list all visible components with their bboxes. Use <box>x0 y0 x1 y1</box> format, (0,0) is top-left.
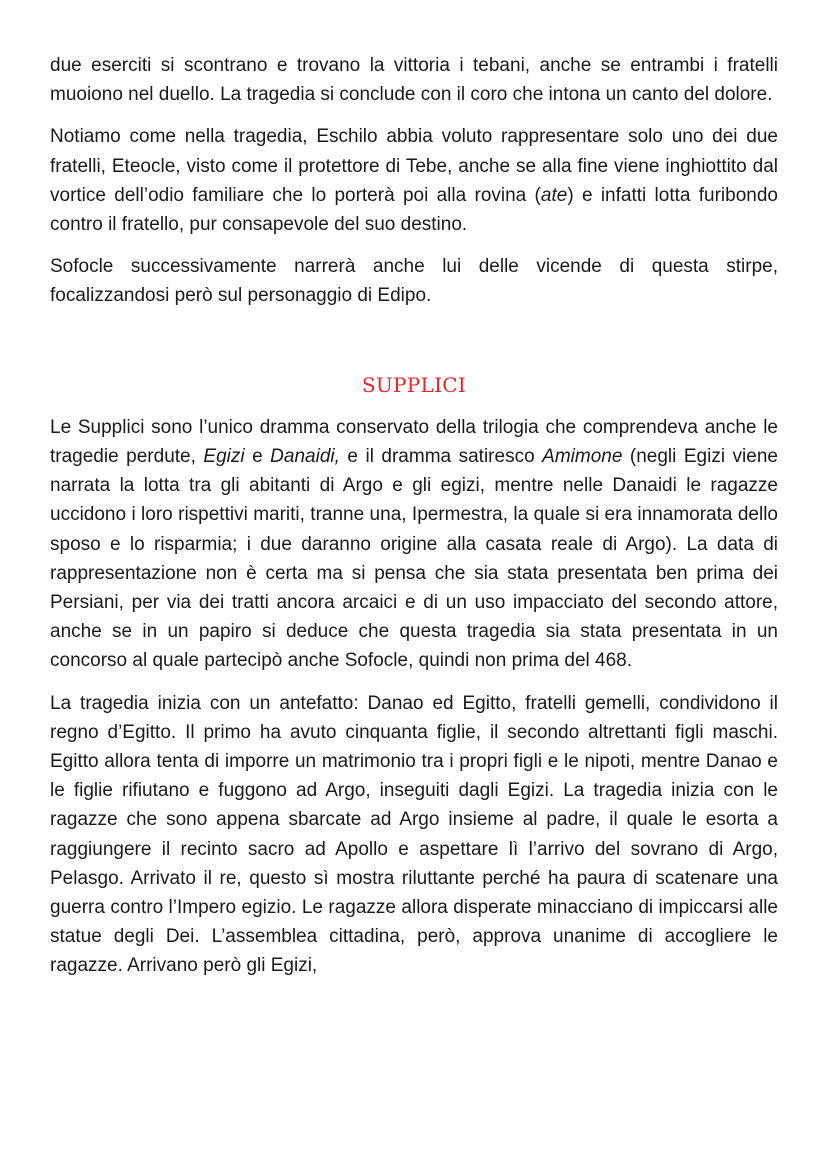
paragraph-sofocle <box>50 252 778 310</box>
paragraph-eteocle <box>50 122 778 239</box>
document-page <box>50 51 778 994</box>
paragraph-text: due eserciti si scontrano e trovano la vittoria i tebani, anche se entrambi i fratelli muoiono nel duello. La tragedia si conclude con il coro che intona un canto del dolore. <box>50 55 778 106</box>
paragraph-text: Notiamo come nella tragedia, Eschilo abbia voluto rappresentare solo uno dei due fratelli, Eteocle, visto come il protettore di Tebe, anche se alla fine viene inghiottito dal vortice dell’odio familiare che lo porterà poi alla rovina ( <box>50 126 778 206</box>
paragraph-text: ) e infatti lotta furibondo contro il fratello, pur consapevole del suo destino. <box>50 184 778 236</box>
section-heading-wrapper <box>50 369 778 401</box>
section-heading-supplici: SUPPLICI <box>361 372 467 397</box>
paragraph-text: La tragedia inizia con un antefatto: Danao ed Egitto, fratelli gemelli, condividono il regno d’Egitto. Il primo ha avuto cinquanta figlie, il secondo altrettanti figli maschi. Egitto allora tenta di imporre un matrimonio tra i propri figli e le nipoti, mentre Danao e le figlie rifiutano e fuggono ad Argo, inseguiti dagli Egizi. La tragedia inizia con le ragazze che sono appena sbarcate ad Argo insieme al padre, il quale le esorta a raggiungere il recinto sacro ad Apollo e aspettare lì l’arrivo del sovrano di Argo, Pelasgo. Arrivato il re, questo sì mostra riluttante perché ha paura di scatenare una guerra contro l’Impero egizio. Le ragazze allora disperate minacciano di impiccarsi alle statue degli Dei. L’assemblea cittadina, però, approva unanime di accogliere le ragazze. Arrivano però gli Egizi, <box>50 692 778 977</box>
paragraph-text: e il dramma satiresco <box>339 446 543 468</box>
paragraph-battle-outcome <box>50 51 778 109</box>
paragraph-text: (negli Egizi viene narrata la lotta tra gli abitanti di Argo e gli egizi, mentre nelle Danaidi le ragazze uccidono i loro rispettivi mariti, tranne una, Ipermestra, la quale si era innamorata dello sposo e lo risparmia; i due daranno origine alla casata reale di Argo). La data di rappresentazione non è certa ma si pensa che sia stata presentata ben prima dei Persiani, per via dei tratti ancora arcaici e di un uso impacciato del secondo attore, anche se in un papiro si deduce che questa tragedia sia stata presentata in un concorso al quale partecipò anche Sofocle, quindi non prima del 468. <box>50 446 778 672</box>
italic-title-egizi: Egizi <box>203 446 245 468</box>
paragraph-text: e <box>244 446 271 468</box>
paragraph-text: Sofocle successivamente narrerà anche lui delle vicende di questa stirpe, focalizzandosi però sul personaggio di Edipo. <box>50 256 778 307</box>
italic-title-amimone: Amimone <box>542 446 623 468</box>
italic-term-ate: ate <box>540 184 568 206</box>
paragraph-supplici-intro <box>50 413 778 676</box>
italic-title-danaidi: Danaidi, <box>270 446 340 468</box>
paragraph-antefatto <box>50 689 778 981</box>
paragraph-text: Le Supplici sono l’unico dramma conservato della trilogia che comprendeva anche le tragedie perdute, <box>50 416 778 468</box>
